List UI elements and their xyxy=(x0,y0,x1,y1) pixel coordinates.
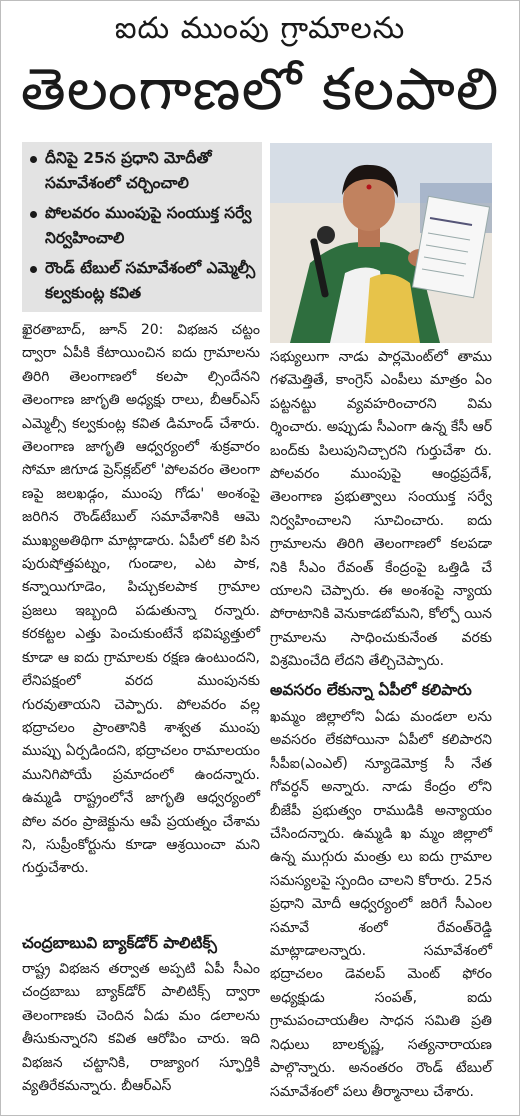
main-headline: తెలంగాణలో కలపాలి xyxy=(20,55,500,123)
highlight-text: పోలవరం ముంపుపై సంయుక్త సర్వే నిర్వహించాలి xyxy=(45,204,252,247)
highlights-box xyxy=(22,142,262,312)
highlight-item xyxy=(28,146,256,196)
bullet-icon xyxy=(30,156,37,163)
speaker-illustration xyxy=(270,143,492,343)
article-column-1-continued: రాష్ట్ర విభజన తర్వాత అప్పటి ఏపీ సీఎం చంద్రబాబు బ్యాక్‌డోర్ పాలిటిక్స్ ద్వారా తెలంగాణకు చెందిన ఏడు మం డలాలను తీసుకున్నారని కవిత ఆరోపిం చారు. ఇది విభజన చట్టానికి, రాజ్యాంగ స్ఫూర్తికి వ్యతిరేకమన్నారు. బీఆర్ఎస్ xyxy=(22,961,260,1095)
article-column-2: సభ్యులుగా నాడు పార్లమెంట్‌లో తాము గళమెత్తితే, కాంగ్రెస్ ఎంపీలు మాత్రం ఏం పట్టనట్టు వ్యవహరించారని విమ ర్శించారు. అప్పుడు సీఎంగా ఉన్న కేసీ ఆర్ బంద్‌కు పిలుపునిచ్చారని గుర్తుచేశా రు. పోలవరం ముంపుపై ఆంధ్రప్రదేశ్, తెలంగాణ ప్రభుత్వాలు సంయుక్త సర్వే నిర్వహించాలని సూచించారు. ఐదు గ్రామాలను తిరిగి తెలంగాణలో కలపడా నికి సీఎం రేవంత్ కేంద్రంపై ఒత్తిడి చే యాలని చెప్పారు. ఈ అంశంపై న్యాయ పోరాటానికి వెనుకాడబోమని, కోల్పో యిన గ్రామాలను సాధించుకునేంత వరకు విశ్రమించేది లేదని తేల్చిచెప్పారు. xyxy=(270,349,492,670)
subheading-ap-merge: అవసరం లేకున్నా ఏపీలో కలిపారు xyxy=(270,681,472,699)
subheading-chandrababu: చంద్రబాబువి బ్యాక్‌డోర్ పాలిటిక్స్ xyxy=(22,934,217,952)
highlight-text: రౌండ్ టేబుల్ సమావేశంలో ఎమ్మెల్సీ కల్వకుంట్ల కవిత xyxy=(45,259,256,302)
kicker-headline: ఐదు ముంపు గ్రామాలను xyxy=(114,11,406,46)
highlight-item xyxy=(28,201,256,251)
article-column-2-continued: ఖమ్మం జిల్లాలోని ఏడు మండలా లను అవసరం లేకపోయినా ఏపీలో కలిపారని సీపీఐ(ఎంఎల్) న్యూడెమోక్ర సీ నేత గోవర్ధన్ అన్నారు. నాడు కేంద్రం లోని బీజేపీ ప్రభుత్వం రాముడికి అన్యాయం చేసిందన్నారు. ఉమ్మడి ఖ మ్మం జిల్లాలో ఉన్న ముగ్గురు మంత్రు లు ఐదు గ్రామాల సమస్యలపై స్పందిం చాలని కోరారు. 25న ప్రధాని మోదీ ఆధ్వర్యంలో జరిగే సీఎంల సమావే శంలో రేవంత్‌రెడ్డి మాట్లాడాలన్నారు. సమావేశంలో భద్రాచలం డెవలప్ మెంట్ ఫోరం అధ్యక్షుడు సంపత్, ఐదు గ్రామపంచాయతీల సాధన సమితి ప్రతి నిధులు బాలకృష్ణ, సత్యనారాయణ పాల్గొన్నారు. అనంతరం రౌండ్ టేబుల్ సమావేశంలో పలు తీర్మానాలు చేశారు. xyxy=(270,709,492,1100)
article-column-1: ఖైరతాబాద్, జూన్ 20: విభజన చట్టం ద్వారా ఏపీకి కేటాయించిన ఐదు గ్రామాలను తిరిగి తెలంగాణలో కలపా ల్సిందేనని తెలంగాణ జాగృతి అధ్యక్షు రాలు, బీఆర్ఎస్ ఎమ్మెల్సీ కల్వకుంట్ల కవిత డిమాండ్ చేశారు. తెలంగాణ జాగృతి ఆధ్వర్యంలో శుక్రవారం సోమా జిగూడ ప్రెస్‌క్లబ్‌లో 'పోలవరం తెలంగా ణపై జలఖడ్గం, ముంపు గోడు' అంశంపై జరిగిన రౌండ్‌టేబుల్ సమావేశానికి ఆమె ముఖ్యఅతిథిగా మాట్లాడారు. ఏపీలో కలి పిన పురుషోత్తపట్నం, గుండాల, ఎట పాక, కన్నాయిగూడెం, పిచ్చుకలపాక గ్రామాల ప్రజలు ఇబ్బంది పడుతున్నా రన్నారు. కరకట్టల ఎత్తు పెంచుకుంటేనే భవిష్యత్తులో కూడా ఆ ఐదు గ్రామాలకు రక్షణ ఉంటుందని, లేనిపక్షంలో వరద ముంపునకు గురవుతాయని చెప్పారు. పోలవరం వల్ల భద్రాచలం ప్రాంతానికి శాశ్వత ముంపు ముప్పు ఏర్పడిందని, భద్రాచలం రామాలయం మునిగిపోయే ప్రమాదంలో ఉందన్నారు. ఉమ్మడి రాష్ట్రంలోనే జాగృతి ఆధ్వర్యంలో పోల వరం ప్రాజెక్టును ఆపే ప్రయత్నం చేశామ ని, సుప్రీంకోర్టును కూడా ఆశ్రయించా మని గుర్తుచేశారు. xyxy=(22,322,260,877)
bullet-icon xyxy=(30,211,37,218)
highlight-item xyxy=(28,256,256,306)
highlight-text: దీనిపై 25న ప్రధాని మోదీతో సమావేశంలో చర్చించాలి xyxy=(45,149,212,192)
speaker-photo xyxy=(270,143,492,343)
bullet-icon xyxy=(30,266,37,273)
